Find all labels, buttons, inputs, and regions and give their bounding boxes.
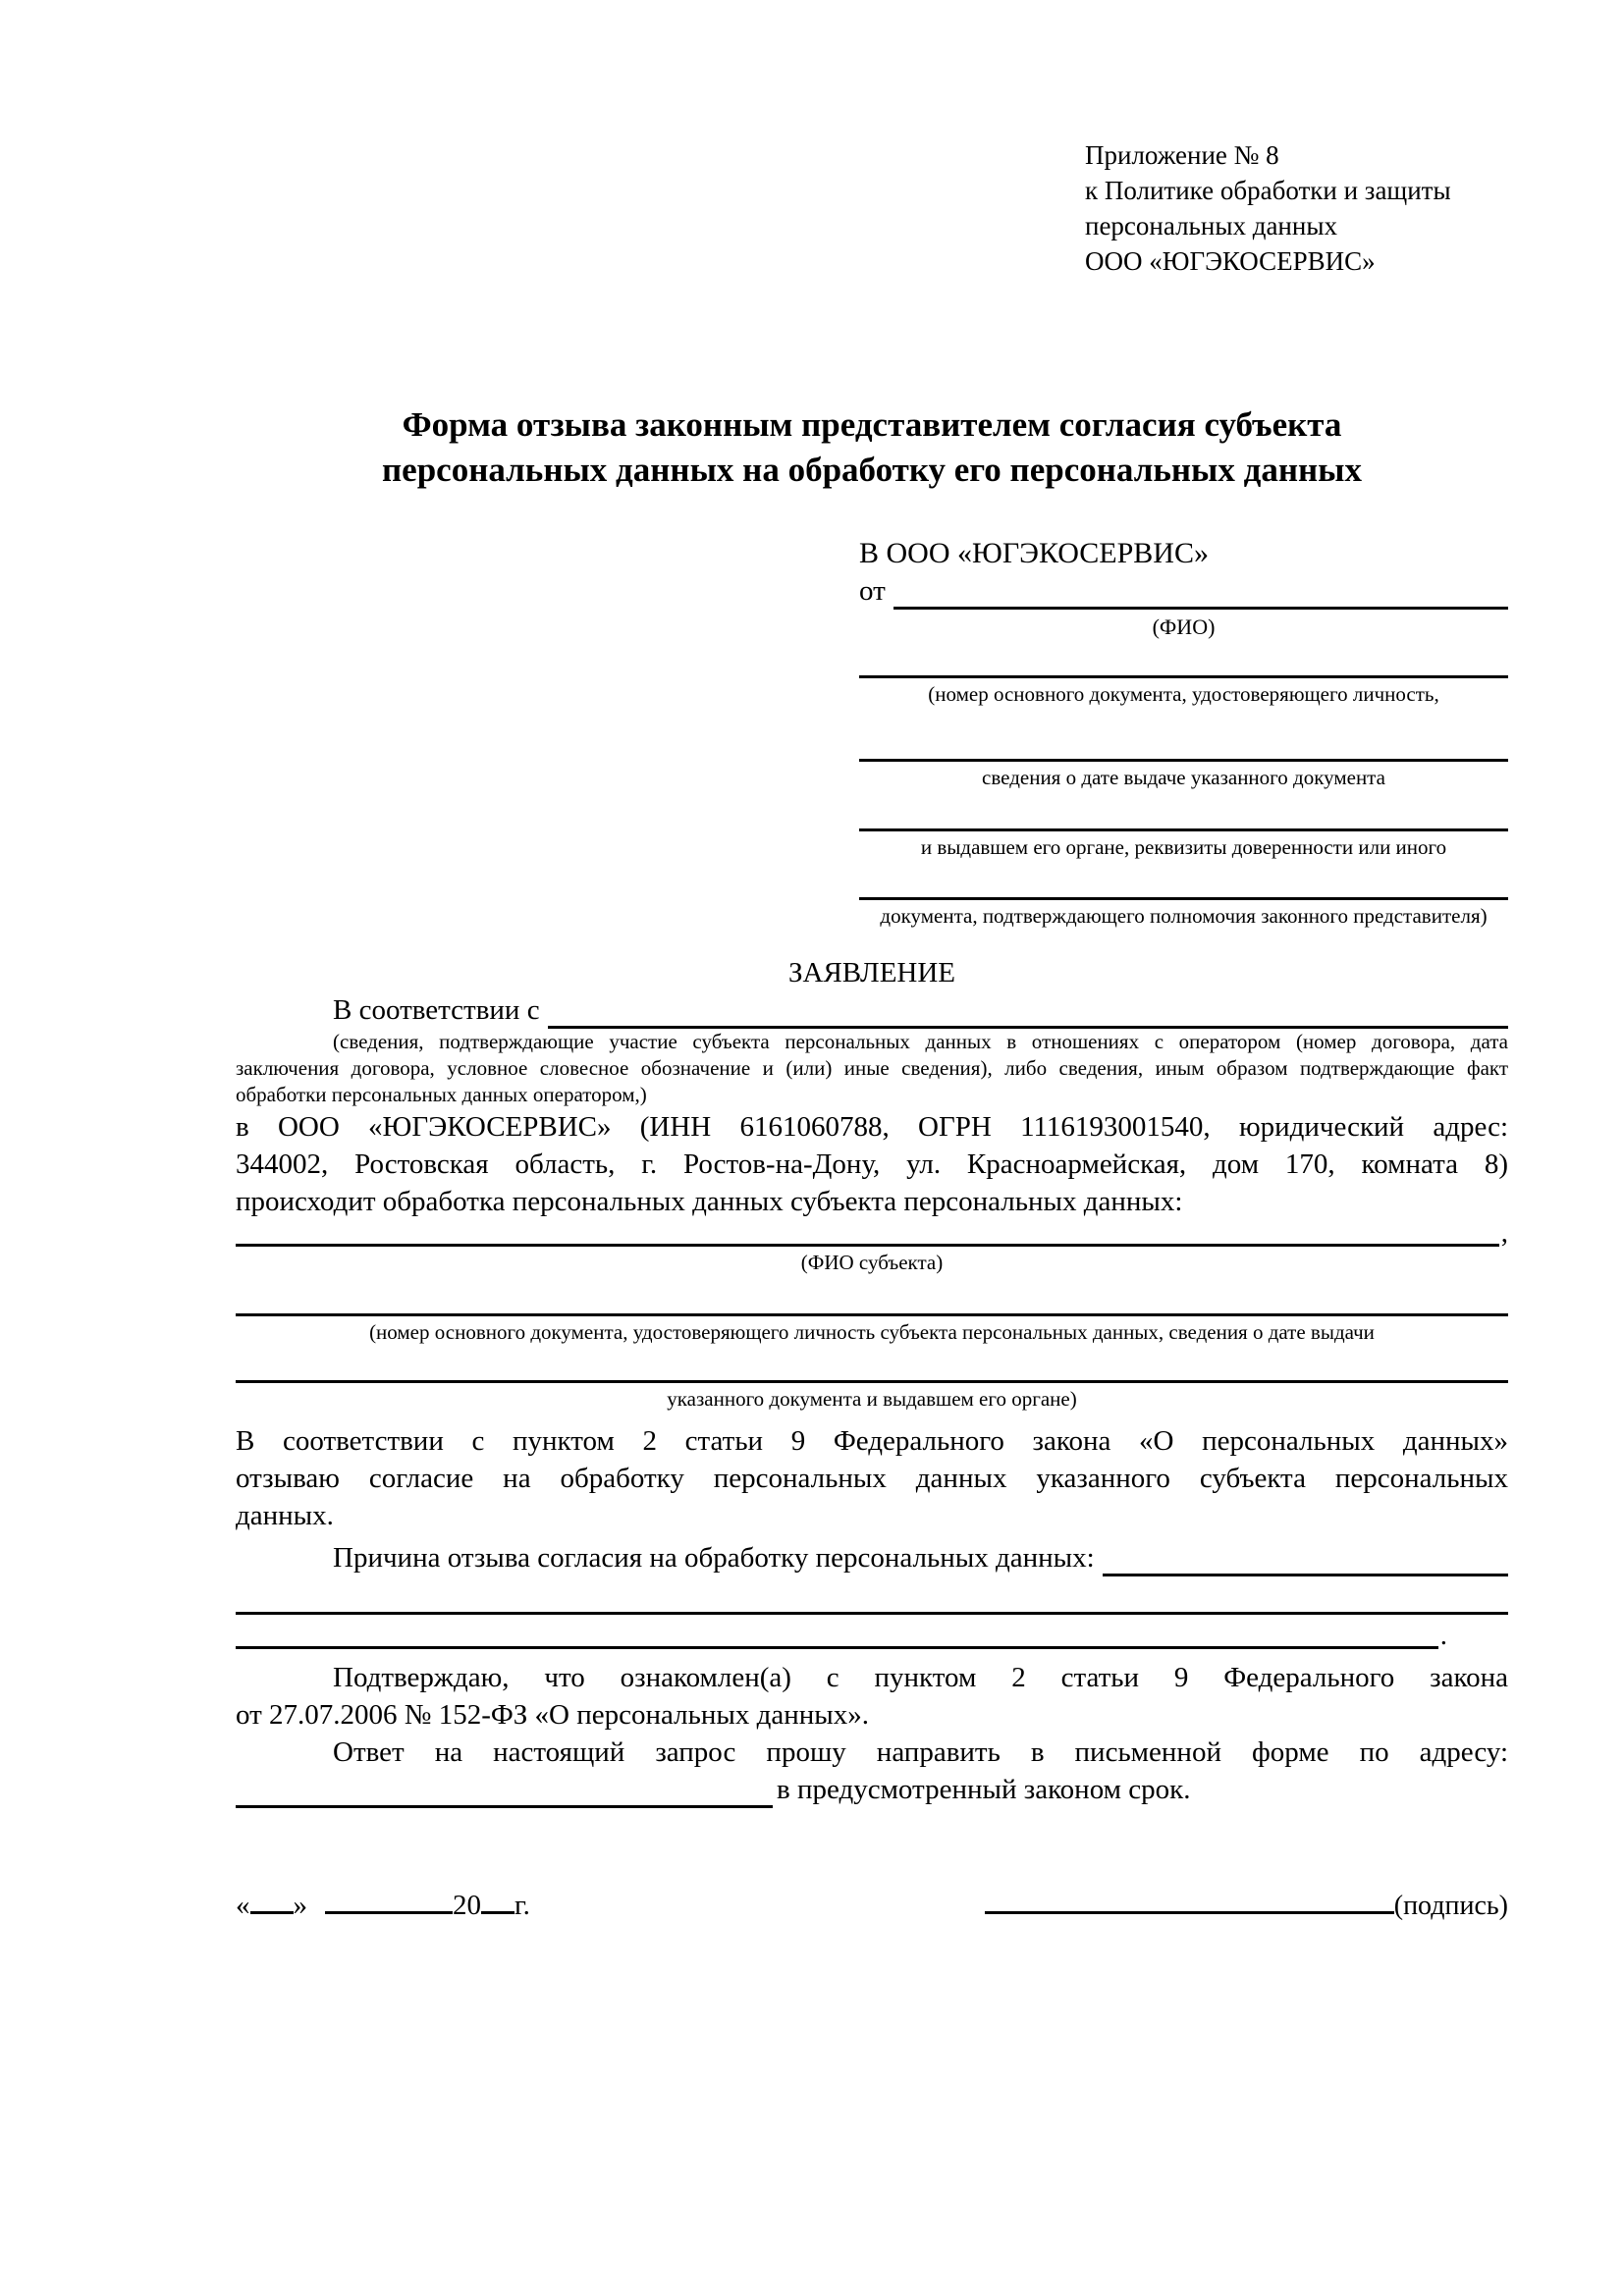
basis-caption-line: обработки персональных данных оператором,) (236, 1083, 647, 1106)
signature-blank-line (985, 1907, 1394, 1914)
date-year-suffix: г. (514, 1890, 530, 1921)
subject-doc-caption: указанного документа и выдавшем его органе) (667, 1387, 1077, 1411)
reason-label: Причина отзыва согласия на обработку персональных данных: (333, 1542, 1095, 1574)
representative-doc-blank-line (859, 828, 1508, 831)
operator-line: происходит обработка персональных данных субъекта персональных данных: (236, 1186, 1183, 1217)
basis-caption-line: (сведения, подтверждающие участие субъекта персональных данных в отношениях с оператором (номер договора, дата (333, 1030, 1508, 1053)
addressee-organization: В ООО «ЮГЭКОСЕРВИС» (859, 537, 1209, 569)
document-title (236, 402, 1508, 493)
basis-caption (236, 1029, 1508, 1108)
withdrawal-line: данных. (236, 1500, 334, 1531)
trailing-comma: , (1500, 1217, 1508, 1249)
doc-caption: (номер основного документа, удостоверяющего личность, (928, 682, 1439, 706)
basis-row (236, 991, 1508, 1029)
signature-group (985, 1887, 1508, 1925)
subject-fio-caption: (ФИО субъекта) (800, 1251, 944, 1274)
acknowledgement-line: от 27.07.2006 № 152-ФЗ «О персональных данных». (236, 1699, 870, 1731)
title-line: персональных данных на обработку его персональных данных (382, 451, 1362, 489)
reply-address-row (236, 1771, 1508, 1808)
reply-suffix: в предусмотренный законом срок. (777, 1774, 1191, 1805)
representative-doc-blank-line (859, 759, 1508, 762)
operator-paragraph (236, 1108, 1508, 1220)
operator-line: 344002, Ростовская область, г. Ростов-на-Дону, ул. Красноармейская, дом 170, комната 8) (236, 1148, 1508, 1180)
withdrawal-paragraph (236, 1422, 1508, 1534)
footer-row (236, 1887, 1508, 1925)
acknowledgement-paragraph (236, 1659, 1508, 1734)
representative-doc-blank-line (859, 675, 1508, 678)
basis-blank-line (548, 991, 1508, 1029)
date-quote-open: « (236, 1890, 250, 1921)
from-row (859, 572, 1508, 610)
annex-line: Приложение № 8 (1085, 140, 1279, 170)
basis-prefix: В соответствии с (333, 994, 540, 1026)
reply-address-blank-line (236, 1771, 773, 1808)
subject-fio-row (236, 1217, 1508, 1249)
reason-last-row (236, 1615, 1447, 1649)
representative-doc-blank-line (859, 897, 1508, 900)
operator-line: в ООО «ЮГЭКОСЕРВИС» (ИНН 6161060788, ОГРН 1116193001540, юридический адрес: (236, 1111, 1508, 1143)
reason-extra-blank-line (236, 1615, 1438, 1649)
date-month-blank-line (325, 1907, 453, 1914)
statement-heading: ЗАЯВЛЕНИЕ (787, 957, 956, 988)
annex-line: персональных данных (1085, 211, 1337, 240)
date-day-blank-line (250, 1907, 294, 1914)
title-line: Форма отзыва законным представителем согласия субъекта (402, 405, 1342, 444)
date-year-prefix: 20 (453, 1890, 481, 1921)
representative-name-blank-line (893, 572, 1508, 610)
addressee-block (859, 535, 1508, 930)
annex-line: к Политике обработки и защиты (1085, 176, 1451, 205)
withdrawal-line: отзываю согласие на обработку персональных данных указанного субъекта персональных (236, 1463, 1508, 1494)
basis-caption-line: заключения договора, условное словесное обозначение и (или) иные сведения), либо сведения, иным образом подтверждающие факт (236, 1056, 1508, 1080)
signature-caption: (подпись) (1393, 1891, 1508, 1921)
subject-doc-caption: (номер основного документа, удостоверяющего личность субъекта персональных данных, сведения о дате выдачи (369, 1320, 1375, 1344)
doc-caption: и выдавшем его органе, реквизиты доверенности или иного (920, 835, 1447, 859)
date-group (236, 1887, 530, 1925)
reply-request-line: Ответ на настоящий запрос прошу направить в письменной форме по адресу: (333, 1736, 1508, 1768)
fio-caption: (ФИО) (1152, 614, 1216, 639)
subject-fio-blank-line (236, 1220, 1499, 1247)
date-year-blank-line (481, 1907, 514, 1914)
date-quote-close: » (293, 1890, 307, 1921)
withdrawal-line: В соответствии с пунктом 2 статьи 9 Федерального закона «О персональных данных» (236, 1425, 1508, 1457)
doc-caption: сведения о дате выдаче указанного документа (982, 766, 1385, 789)
acknowledgement-line: Подтверждаю, что ознакомлен(а) с пунктом 2 статьи 9 Федерального закона (333, 1662, 1508, 1693)
subject-doc-blank-line (236, 1380, 1508, 1383)
subject-doc-blank-line (236, 1313, 1508, 1316)
from-label: от (859, 575, 886, 607)
trailing-period: . (1439, 1620, 1447, 1651)
annex-reference (1085, 137, 1508, 279)
annex-line: ООО «ЮГЭКОСЕРВИС» (1085, 246, 1376, 276)
doc-caption: документа, подтверждающего полномочия законного представителя) (880, 904, 1488, 928)
reason-blank-line (1103, 1539, 1508, 1576)
reason-row (236, 1539, 1508, 1576)
